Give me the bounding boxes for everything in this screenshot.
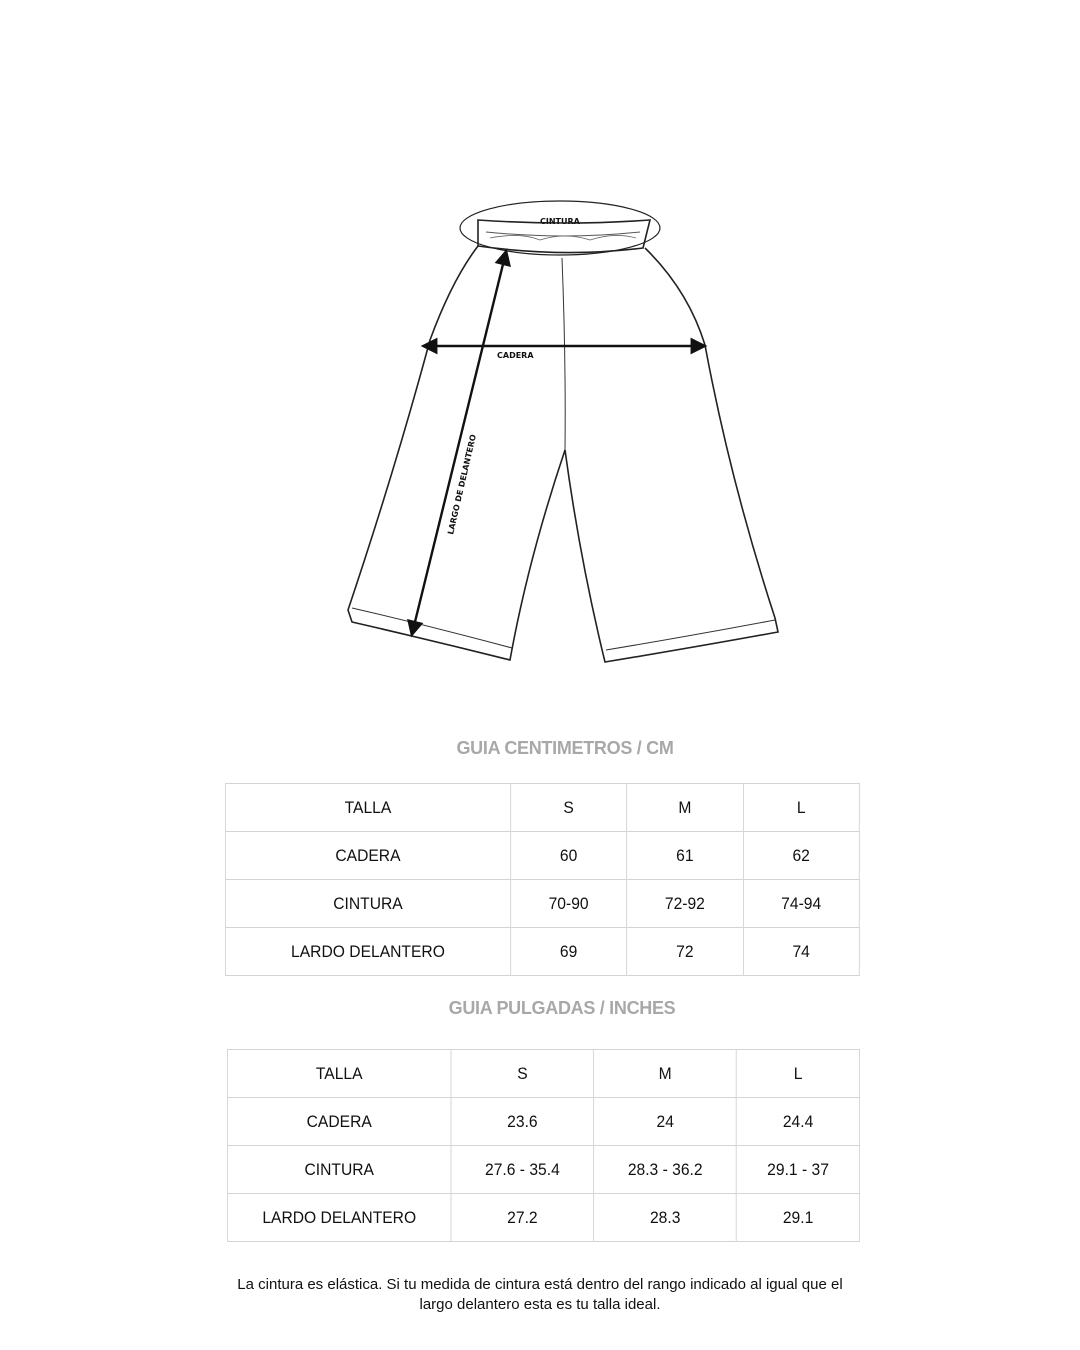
table-row <box>225 832 859 880</box>
size-note <box>200 1275 880 1315</box>
table-cell: CADERA <box>227 1098 451 1146</box>
table-cell: 69 <box>510 928 626 976</box>
table-cell: 72-92 <box>627 880 743 928</box>
front-length-arrow <box>412 252 506 634</box>
table-cell: CINTURA <box>227 1146 451 1194</box>
table-cell: L <box>743 784 859 832</box>
table-cell: 72 <box>627 928 743 976</box>
table-cell: 62 <box>743 832 859 880</box>
table-cell: 28.3 - 36.2 <box>594 1146 737 1194</box>
table-cell: 29.1 - 37 <box>737 1146 860 1194</box>
table-cell: S <box>510 784 626 832</box>
table-header-row <box>225 784 859 832</box>
table-row <box>225 928 859 976</box>
table-cell: 70-90 <box>510 880 626 928</box>
table-cell: CADERA <box>225 832 510 880</box>
guide-in-title: GUIA PULGADAS / INCHES <box>448 998 676 1018</box>
table-cell: TALLA <box>225 784 510 832</box>
guide-cm-title: GUIA CENTIMETROS / CM <box>456 738 674 758</box>
pants-diagram <box>330 195 750 675</box>
size-table-cm <box>225 783 860 976</box>
pants-outline <box>348 246 778 662</box>
table-cell: 74-94 <box>743 880 859 928</box>
table-cell: 60 <box>510 832 626 880</box>
pants-sketch <box>330 195 750 675</box>
table-cell: LARDO DELANTERO <box>225 928 510 976</box>
table-cell: 27.6 - 35.4 <box>451 1146 594 1194</box>
table-cell: 61 <box>627 832 743 880</box>
size-note-line: largo delantero esta es tu talla ideal. <box>419 1296 661 1313</box>
size-note-line: La cintura es elástica. Si tu medida de cintura está dentro del rango indicado al igual que el <box>237 1276 843 1293</box>
label-front-length: LARGO DE DELANTERO <box>446 433 478 536</box>
table-row <box>225 880 859 928</box>
table-cell: 27.2 <box>451 1194 594 1242</box>
table-cell: LARDO DELANTERO <box>227 1194 451 1242</box>
size-table-inches <box>227 1049 860 1242</box>
table-cell: M <box>627 784 743 832</box>
table-cell: 24.4 <box>737 1098 860 1146</box>
table-row <box>227 1098 859 1146</box>
table-cell: 23.6 <box>451 1098 594 1146</box>
table-row <box>227 1146 859 1194</box>
table-cell: CINTURA <box>225 880 510 928</box>
table-cell: TALLA <box>227 1050 451 1098</box>
table-cell: L <box>737 1050 860 1098</box>
table-cell: S <box>451 1050 594 1098</box>
table-cell: 74 <box>743 928 859 976</box>
table-cell: 28.3 <box>594 1194 737 1242</box>
table-cell: 29.1 <box>737 1194 860 1242</box>
table-cell: 24 <box>594 1098 737 1146</box>
table-cell: M <box>594 1050 737 1098</box>
label-waist: CINTURA <box>540 217 580 226</box>
label-hip: CADERA <box>497 351 534 360</box>
table-header-row <box>227 1050 859 1098</box>
table-row <box>227 1194 859 1242</box>
